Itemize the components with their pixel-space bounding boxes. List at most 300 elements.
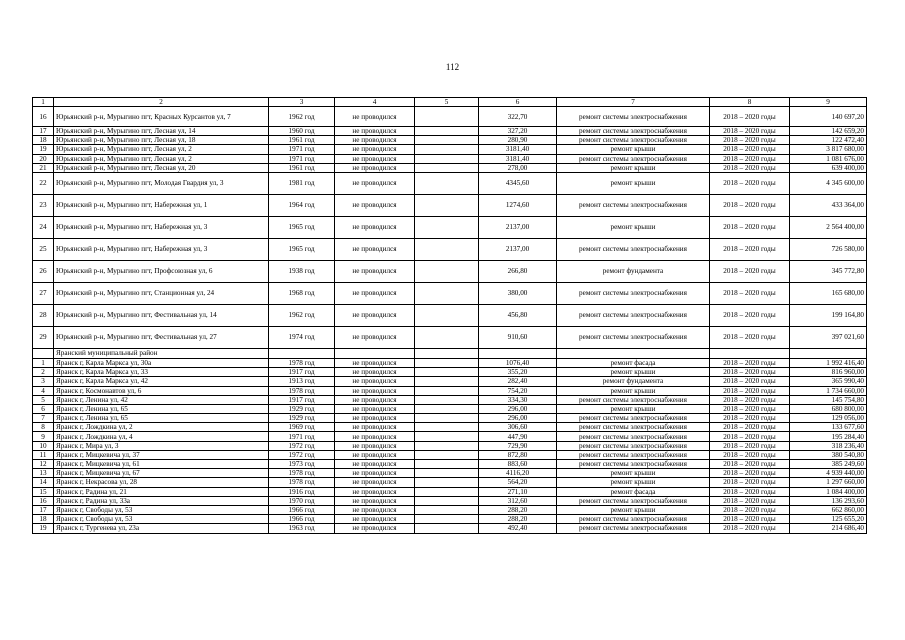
cost-cell: 4 939 440,00 <box>790 469 867 478</box>
cost-cell: 125 655,20 <box>790 515 867 524</box>
work-type-cell: ремонт фундамента <box>557 377 710 386</box>
work-type-cell: ремонт крыши <box>557 368 710 377</box>
term-cell: 2018 – 2020 годы <box>710 505 790 514</box>
term-cell: 2018 – 2020 годы <box>710 172 790 194</box>
build-year-cell: 1917 год <box>269 395 335 404</box>
address-cell: Юрьянский р-н, Мурыгино пгт, Лесная ул, 2 <box>54 145 269 154</box>
table-row <box>33 423 867 432</box>
build-year-cell: 1929 год <box>269 404 335 413</box>
area-cell: 327,20 <box>479 127 557 136</box>
empty-cell <box>415 414 479 423</box>
build-year-cell: 1972 год <box>269 441 335 450</box>
empty-cell <box>415 145 479 154</box>
column-number-header-row <box>33 98 867 107</box>
term-cell: 2018 – 2020 годы <box>710 450 790 459</box>
term-cell: 2018 – 2020 годы <box>710 414 790 423</box>
last-repair-cell: не проводился <box>335 127 415 136</box>
page-number: 112 <box>445 62 460 72</box>
area-cell: 3181,40 <box>479 154 557 163</box>
empty-cell <box>415 423 479 432</box>
cost-cell: 1 992 416,40 <box>790 358 867 367</box>
empty-cell <box>415 450 479 459</box>
area-cell: 872,80 <box>479 450 557 459</box>
build-year-cell: 1978 год <box>269 478 335 487</box>
row-number-cell: 4 <box>33 386 54 395</box>
cost-cell: 726 580,00 <box>790 238 867 260</box>
area-cell: 2137,00 <box>479 216 557 238</box>
build-year-cell: 1978 год <box>269 469 335 478</box>
address-cell: Юрьянский р-н, Мурыгино пгт, Фестивальная ул, 27 <box>54 326 269 348</box>
term-cell: 2018 – 2020 годы <box>710 260 790 282</box>
cost-cell: 165 680,00 <box>790 282 867 304</box>
address-cell: Яранск г, Карла Маркса ул, 42 <box>54 377 269 386</box>
cost-cell: 639 400,00 <box>790 163 867 172</box>
term-cell: 2018 – 2020 годы <box>710 441 790 450</box>
address-cell: Юрьянский р-н, Мурыгино пгт, Лесная ул, 20 <box>54 163 269 172</box>
empty-cell <box>415 154 479 163</box>
term-cell: 2018 – 2020 годы <box>710 145 790 154</box>
row-number-cell: 13 <box>33 469 54 478</box>
work-type-cell: ремонт системы электроснабжения <box>557 282 710 304</box>
table-row <box>33 107 867 127</box>
address-cell: Юрьянский р-н, Мурыгино пгт, Фестивальная ул, 14 <box>54 304 269 326</box>
address-cell: Яранск г, Космонавтов ул, 6 <box>54 386 269 395</box>
row-number-cell: 9 <box>33 432 54 441</box>
cost-cell: 385 249,60 <box>790 460 867 469</box>
address-cell: Яранск г, Свободы ул, 53 <box>54 515 269 524</box>
work-type-cell: ремонт системы электроснабжения <box>557 136 710 145</box>
cost-cell: 122 472,40 <box>790 136 867 145</box>
header-cell: 2 <box>54 98 269 107</box>
header-cell: 4 <box>335 98 415 107</box>
address-cell: Яранск г, Лождкина ул, 4 <box>54 432 269 441</box>
term-cell: 2018 – 2020 годы <box>710 127 790 136</box>
address-cell: Юрьянский р-н, Мурыгино пгт, Лесная ул, 2 <box>54 154 269 163</box>
last-repair-cell: не проводился <box>335 154 415 163</box>
table-row <box>33 145 867 154</box>
work-type-cell: ремонт системы электроснабжения <box>557 432 710 441</box>
area-cell: 296,00 <box>479 414 557 423</box>
table-row <box>33 469 867 478</box>
table-row <box>33 282 867 304</box>
last-repair-cell: не проводился <box>335 260 415 282</box>
build-year-cell: 1981 год <box>269 172 335 194</box>
empty-cell <box>415 282 479 304</box>
area-cell: 729,90 <box>479 441 557 450</box>
address-cell: Яранск г, Некрасова ул, 28 <box>54 478 269 487</box>
address-cell: Яранск г, Тургенева ул, 23а <box>54 524 269 533</box>
build-year-cell: 1938 год <box>269 260 335 282</box>
area-cell: 334,30 <box>479 395 557 404</box>
empty-cell <box>415 496 479 505</box>
row-number-cell: 1 <box>33 358 54 367</box>
table-row <box>33 304 867 326</box>
empty-cell <box>415 348 479 358</box>
row-number-cell: 15 <box>33 487 54 496</box>
area-cell: 271,10 <box>479 487 557 496</box>
row-number-cell: 20 <box>33 154 54 163</box>
area-cell: 564,20 <box>479 478 557 487</box>
last-repair-cell: не проводился <box>335 136 415 145</box>
header-cell: 8 <box>710 98 790 107</box>
empty-cell <box>269 348 335 358</box>
area-cell: 355,20 <box>479 368 557 377</box>
row-number-cell: 19 <box>33 145 54 154</box>
row-number-cell: 29 <box>33 326 54 348</box>
term-cell: 2018 – 2020 годы <box>710 487 790 496</box>
area-cell: 4116,20 <box>479 469 557 478</box>
last-repair-cell: не проводился <box>335 515 415 524</box>
address-cell: Юрьянский р-н, Мурыгино пгт, Красных Курсантов ул, 7 <box>54 107 269 127</box>
table-row <box>33 395 867 404</box>
row-number-cell: 28 <box>33 304 54 326</box>
row-number-cell: 5 <box>33 395 54 404</box>
empty-cell <box>415 505 479 514</box>
area-cell: 1274,60 <box>479 194 557 216</box>
header-cell: 5 <box>415 98 479 107</box>
last-repair-cell: не проводился <box>335 107 415 127</box>
empty-cell <box>415 107 479 127</box>
area-cell: 910,60 <box>479 326 557 348</box>
address-cell: Юрьянский р-н, Мурыгино пгт, Профсоюзная ул, 6 <box>54 260 269 282</box>
row-number-cell: 18 <box>33 136 54 145</box>
last-repair-cell: не проводился <box>335 478 415 487</box>
term-cell: 2018 – 2020 годы <box>710 326 790 348</box>
last-repair-cell: не проводился <box>335 487 415 496</box>
build-year-cell: 1966 год <box>269 515 335 524</box>
area-cell: 322,70 <box>479 107 557 127</box>
work-type-cell: ремонт крыши <box>557 386 710 395</box>
row-number-cell: 16 <box>33 496 54 505</box>
empty-cell <box>415 163 479 172</box>
term-cell: 2018 – 2020 годы <box>710 404 790 413</box>
build-year-cell: 1929 год <box>269 414 335 423</box>
table-row <box>33 505 867 514</box>
address-cell: Яранск г, Радина ул, 21 <box>54 487 269 496</box>
last-repair-cell: не проводился <box>335 194 415 216</box>
empty-cell <box>415 238 479 260</box>
term-cell: 2018 – 2020 годы <box>710 432 790 441</box>
area-cell: 288,20 <box>479 505 557 514</box>
cost-cell: 345 772,80 <box>790 260 867 282</box>
cost-cell: 662 860,00 <box>790 505 867 514</box>
address-cell: Юрьянский р-н, Мурыгино пгт, Набережная ул, 1 <box>54 194 269 216</box>
address-cell: Яранск г, Мицкевича ул, 67 <box>54 469 269 478</box>
last-repair-cell: не проводился <box>335 505 415 514</box>
address-cell: Яранск г, Карла Маркса ул, 33 <box>54 368 269 377</box>
build-year-cell: 1971 год <box>269 145 335 154</box>
section-row <box>33 348 867 358</box>
cost-cell: 133 677,60 <box>790 423 867 432</box>
empty-cell <box>415 127 479 136</box>
term-cell: 2018 – 2020 годы <box>710 238 790 260</box>
row-number-cell: 7 <box>33 414 54 423</box>
last-repair-cell: не проводился <box>335 524 415 533</box>
last-repair-cell: не проводился <box>335 386 415 395</box>
term-cell: 2018 – 2020 годы <box>710 216 790 238</box>
address-cell: Яранск г, Карла Маркса ул, 30а <box>54 358 269 367</box>
row-number-cell: 18 <box>33 515 54 524</box>
last-repair-cell: не проводился <box>335 441 415 450</box>
table-row <box>33 496 867 505</box>
term-cell: 2018 – 2020 годы <box>710 154 790 163</box>
table-row <box>33 127 867 136</box>
last-repair-cell: не проводился <box>335 377 415 386</box>
build-year-cell: 1913 год <box>269 377 335 386</box>
term-cell: 2018 – 2020 годы <box>710 358 790 367</box>
empty-cell <box>415 441 479 450</box>
address-cell: Юрьянский р-н, Мурыгино пгт, Лесная ул, 14 <box>54 127 269 136</box>
address-cell: Юрьянский р-н, Мурыгино пгт, Станционная ул, 24 <box>54 282 269 304</box>
last-repair-cell: не проводился <box>335 163 415 172</box>
address-cell: Яранск г, Мицкевича ул, 37 <box>54 450 269 459</box>
table-row <box>33 358 867 367</box>
empty-cell <box>415 478 479 487</box>
repair-register-table <box>32 97 867 534</box>
empty-cell <box>415 172 479 194</box>
cost-cell: 136 293,60 <box>790 496 867 505</box>
last-repair-cell: не проводился <box>335 395 415 404</box>
work-type-cell: ремонт крыши <box>557 172 710 194</box>
area-cell: 278,00 <box>479 163 557 172</box>
work-type-cell: ремонт крыши <box>557 469 710 478</box>
build-year-cell: 1966 год <box>269 505 335 514</box>
row-number-cell: 14 <box>33 478 54 487</box>
build-year-cell: 1916 год <box>269 487 335 496</box>
table-row <box>33 441 867 450</box>
area-cell: 312,60 <box>479 496 557 505</box>
address-cell: Яранск г, Ленина ул, 42 <box>54 395 269 404</box>
cost-cell: 1 297 660,00 <box>790 478 867 487</box>
work-type-cell: ремонт системы электроснабжения <box>557 524 710 533</box>
build-year-cell: 1971 год <box>269 154 335 163</box>
area-cell: 288,20 <box>479 515 557 524</box>
empty-cell <box>415 515 479 524</box>
empty-cell <box>415 326 479 348</box>
empty-cell <box>33 348 54 358</box>
term-cell: 2018 – 2020 годы <box>710 386 790 395</box>
cost-cell: 318 236,40 <box>790 441 867 450</box>
table-row <box>33 326 867 348</box>
empty-cell <box>415 487 479 496</box>
cost-cell: 365 990,40 <box>790 377 867 386</box>
work-type-cell: ремонт крыши <box>557 145 710 154</box>
build-year-cell: 1965 год <box>269 238 335 260</box>
cost-cell: 397 021,60 <box>790 326 867 348</box>
header-cell: 1 <box>33 98 54 107</box>
empty-cell <box>790 348 867 358</box>
area-cell: 306,60 <box>479 423 557 432</box>
last-repair-cell: не проводился <box>335 432 415 441</box>
work-type-cell: ремонт системы электроснабжения <box>557 194 710 216</box>
table-row <box>33 194 867 216</box>
table-row <box>33 524 867 533</box>
work-type-cell: ремонт системы электроснабжения <box>557 304 710 326</box>
row-number-cell: 12 <box>33 460 54 469</box>
cost-cell: 680 800,00 <box>790 404 867 413</box>
build-year-cell: 1960 год <box>269 127 335 136</box>
area-cell: 280,90 <box>479 136 557 145</box>
row-number-cell: 27 <box>33 282 54 304</box>
row-number-cell: 10 <box>33 441 54 450</box>
empty-cell <box>415 469 479 478</box>
empty-cell <box>710 348 790 358</box>
header-cell: 7 <box>557 98 710 107</box>
area-cell: 380,00 <box>479 282 557 304</box>
row-number-cell: 8 <box>33 423 54 432</box>
term-cell: 2018 – 2020 годы <box>710 304 790 326</box>
address-cell: Яранск г, Ленина ул, 65 <box>54 414 269 423</box>
work-type-cell: ремонт крыши <box>557 404 710 413</box>
term-cell: 2018 – 2020 годы <box>710 136 790 145</box>
empty-cell <box>415 395 479 404</box>
address-cell: Яранск г, Ленина ул, 65 <box>54 404 269 413</box>
build-year-cell: 1978 год <box>269 386 335 395</box>
row-number-cell: 3 <box>33 377 54 386</box>
work-type-cell: ремонт фасада <box>557 487 710 496</box>
cost-cell: 214 686,40 <box>790 524 867 533</box>
empty-cell <box>415 404 479 413</box>
table-row <box>33 450 867 459</box>
work-type-cell: ремонт системы электроснабжения <box>557 326 710 348</box>
address-cell: Яранск г, Лождкина ул, 2 <box>54 423 269 432</box>
address-cell: Яранск г, Мира ул, 3 <box>54 441 269 450</box>
empty-cell <box>415 194 479 216</box>
area-cell: 1076,40 <box>479 358 557 367</box>
table-row <box>33 136 867 145</box>
term-cell: 2018 – 2020 годы <box>710 368 790 377</box>
area-cell: 4345,60 <box>479 172 557 194</box>
cost-cell: 1 084 400,00 <box>790 487 867 496</box>
term-cell: 2018 – 2020 годы <box>710 282 790 304</box>
row-number-cell: 11 <box>33 450 54 459</box>
last-repair-cell: не проводился <box>335 368 415 377</box>
cost-cell: 4 345 600,00 <box>790 172 867 194</box>
work-type-cell: ремонт системы электроснабжения <box>557 423 710 432</box>
cost-cell: 145 754,80 <box>790 395 867 404</box>
work-type-cell: ремонт системы электроснабжения <box>557 515 710 524</box>
table-row <box>33 404 867 413</box>
last-repair-cell: не проводился <box>335 414 415 423</box>
last-repair-cell: не проводился <box>335 326 415 348</box>
last-repair-cell: не проводился <box>335 450 415 459</box>
cost-cell: 1 081 676,00 <box>790 154 867 163</box>
empty-cell <box>557 348 710 358</box>
empty-cell <box>415 216 479 238</box>
row-number-cell: 19 <box>33 524 54 533</box>
header-cell: 3 <box>269 98 335 107</box>
cost-cell: 199 164,80 <box>790 304 867 326</box>
build-year-cell: 1917 год <box>269 368 335 377</box>
work-type-cell: ремонт крыши <box>557 505 710 514</box>
row-number-cell: 6 <box>33 404 54 413</box>
empty-cell <box>415 260 479 282</box>
last-repair-cell: не проводился <box>335 469 415 478</box>
last-repair-cell: не проводился <box>335 460 415 469</box>
build-year-cell: 1965 год <box>269 216 335 238</box>
cost-cell: 2 564 400,00 <box>790 216 867 238</box>
work-type-cell: ремонт системы электроснабжения <box>557 450 710 459</box>
last-repair-cell: не проводился <box>335 145 415 154</box>
build-year-cell: 1974 год <box>269 326 335 348</box>
work-type-cell: ремонт системы электроснабжения <box>557 107 710 127</box>
cost-cell: 380 540,80 <box>790 450 867 459</box>
table-row <box>33 377 867 386</box>
work-type-cell: ремонт системы электроснабжения <box>557 460 710 469</box>
last-repair-cell: не проводился <box>335 238 415 260</box>
last-repair-cell: не проводился <box>335 216 415 238</box>
empty-cell <box>415 304 479 326</box>
work-type-cell: ремонт крыши <box>557 478 710 487</box>
work-type-cell: ремонт системы электроснабжения <box>557 238 710 260</box>
table-row <box>33 238 867 260</box>
term-cell: 2018 – 2020 годы <box>710 478 790 487</box>
last-repair-cell: не проводился <box>335 304 415 326</box>
term-cell: 2018 – 2020 годы <box>710 460 790 469</box>
table-row <box>33 478 867 487</box>
empty-cell <box>415 368 479 377</box>
area-cell: 296,00 <box>479 404 557 413</box>
last-repair-cell: не проводился <box>335 172 415 194</box>
work-type-cell: ремонт фасада <box>557 358 710 367</box>
work-type-cell: ремонт системы электроснабжения <box>557 414 710 423</box>
table-row <box>33 432 867 441</box>
row-number-cell: 22 <box>33 172 54 194</box>
area-cell: 492,40 <box>479 524 557 533</box>
build-year-cell: 1971 год <box>269 432 335 441</box>
work-type-cell: ремонт системы электроснабжения <box>557 127 710 136</box>
empty-cell <box>415 358 479 367</box>
empty-cell <box>415 524 479 533</box>
work-type-cell: ремонт крыши <box>557 216 710 238</box>
section-title: Яранский муниципальный район <box>54 348 269 358</box>
empty-cell <box>415 136 479 145</box>
area-cell: 456,80 <box>479 304 557 326</box>
cost-cell: 433 364,00 <box>790 194 867 216</box>
row-number-cell: 16 <box>33 107 54 127</box>
address-cell: Яранск г, Радина ул, 33а <box>54 496 269 505</box>
table-row <box>33 414 867 423</box>
build-year-cell: 1961 год <box>269 163 335 172</box>
empty-cell <box>415 460 479 469</box>
table-row <box>33 154 867 163</box>
work-type-cell: ремонт крыши <box>557 163 710 172</box>
row-number-cell: 17 <box>33 127 54 136</box>
build-year-cell: 1970 год <box>269 496 335 505</box>
area-cell: 2137,00 <box>479 238 557 260</box>
term-cell: 2018 – 2020 годы <box>710 524 790 533</box>
build-year-cell: 1972 год <box>269 450 335 459</box>
header-cell: 6 <box>479 98 557 107</box>
empty-cell <box>415 386 479 395</box>
address-cell: Юрьянский р-н, Мурыгино пгт, Молодая Гвардия ул, 3 <box>54 172 269 194</box>
term-cell: 2018 – 2020 годы <box>710 194 790 216</box>
work-type-cell: ремонт системы электроснабжения <box>557 395 710 404</box>
cost-cell: 3 817 680,00 <box>790 145 867 154</box>
table-row <box>33 368 867 377</box>
address-cell: Юрьянский р-н, Мурыгино пгт, Набережная ул, 3 <box>54 238 269 260</box>
address-cell: Яранск г, Свободы ул, 53 <box>54 505 269 514</box>
term-cell: 2018 – 2020 годы <box>710 515 790 524</box>
term-cell: 2018 – 2020 годы <box>710 107 790 127</box>
work-type-cell: ремонт системы электроснабжения <box>557 441 710 450</box>
cost-cell: 195 284,40 <box>790 432 867 441</box>
empty-cell <box>335 348 415 358</box>
build-year-cell: 1968 год <box>269 282 335 304</box>
build-year-cell: 1973 год <box>269 460 335 469</box>
area-cell: 883,60 <box>479 460 557 469</box>
build-year-cell: 1962 год <box>269 304 335 326</box>
